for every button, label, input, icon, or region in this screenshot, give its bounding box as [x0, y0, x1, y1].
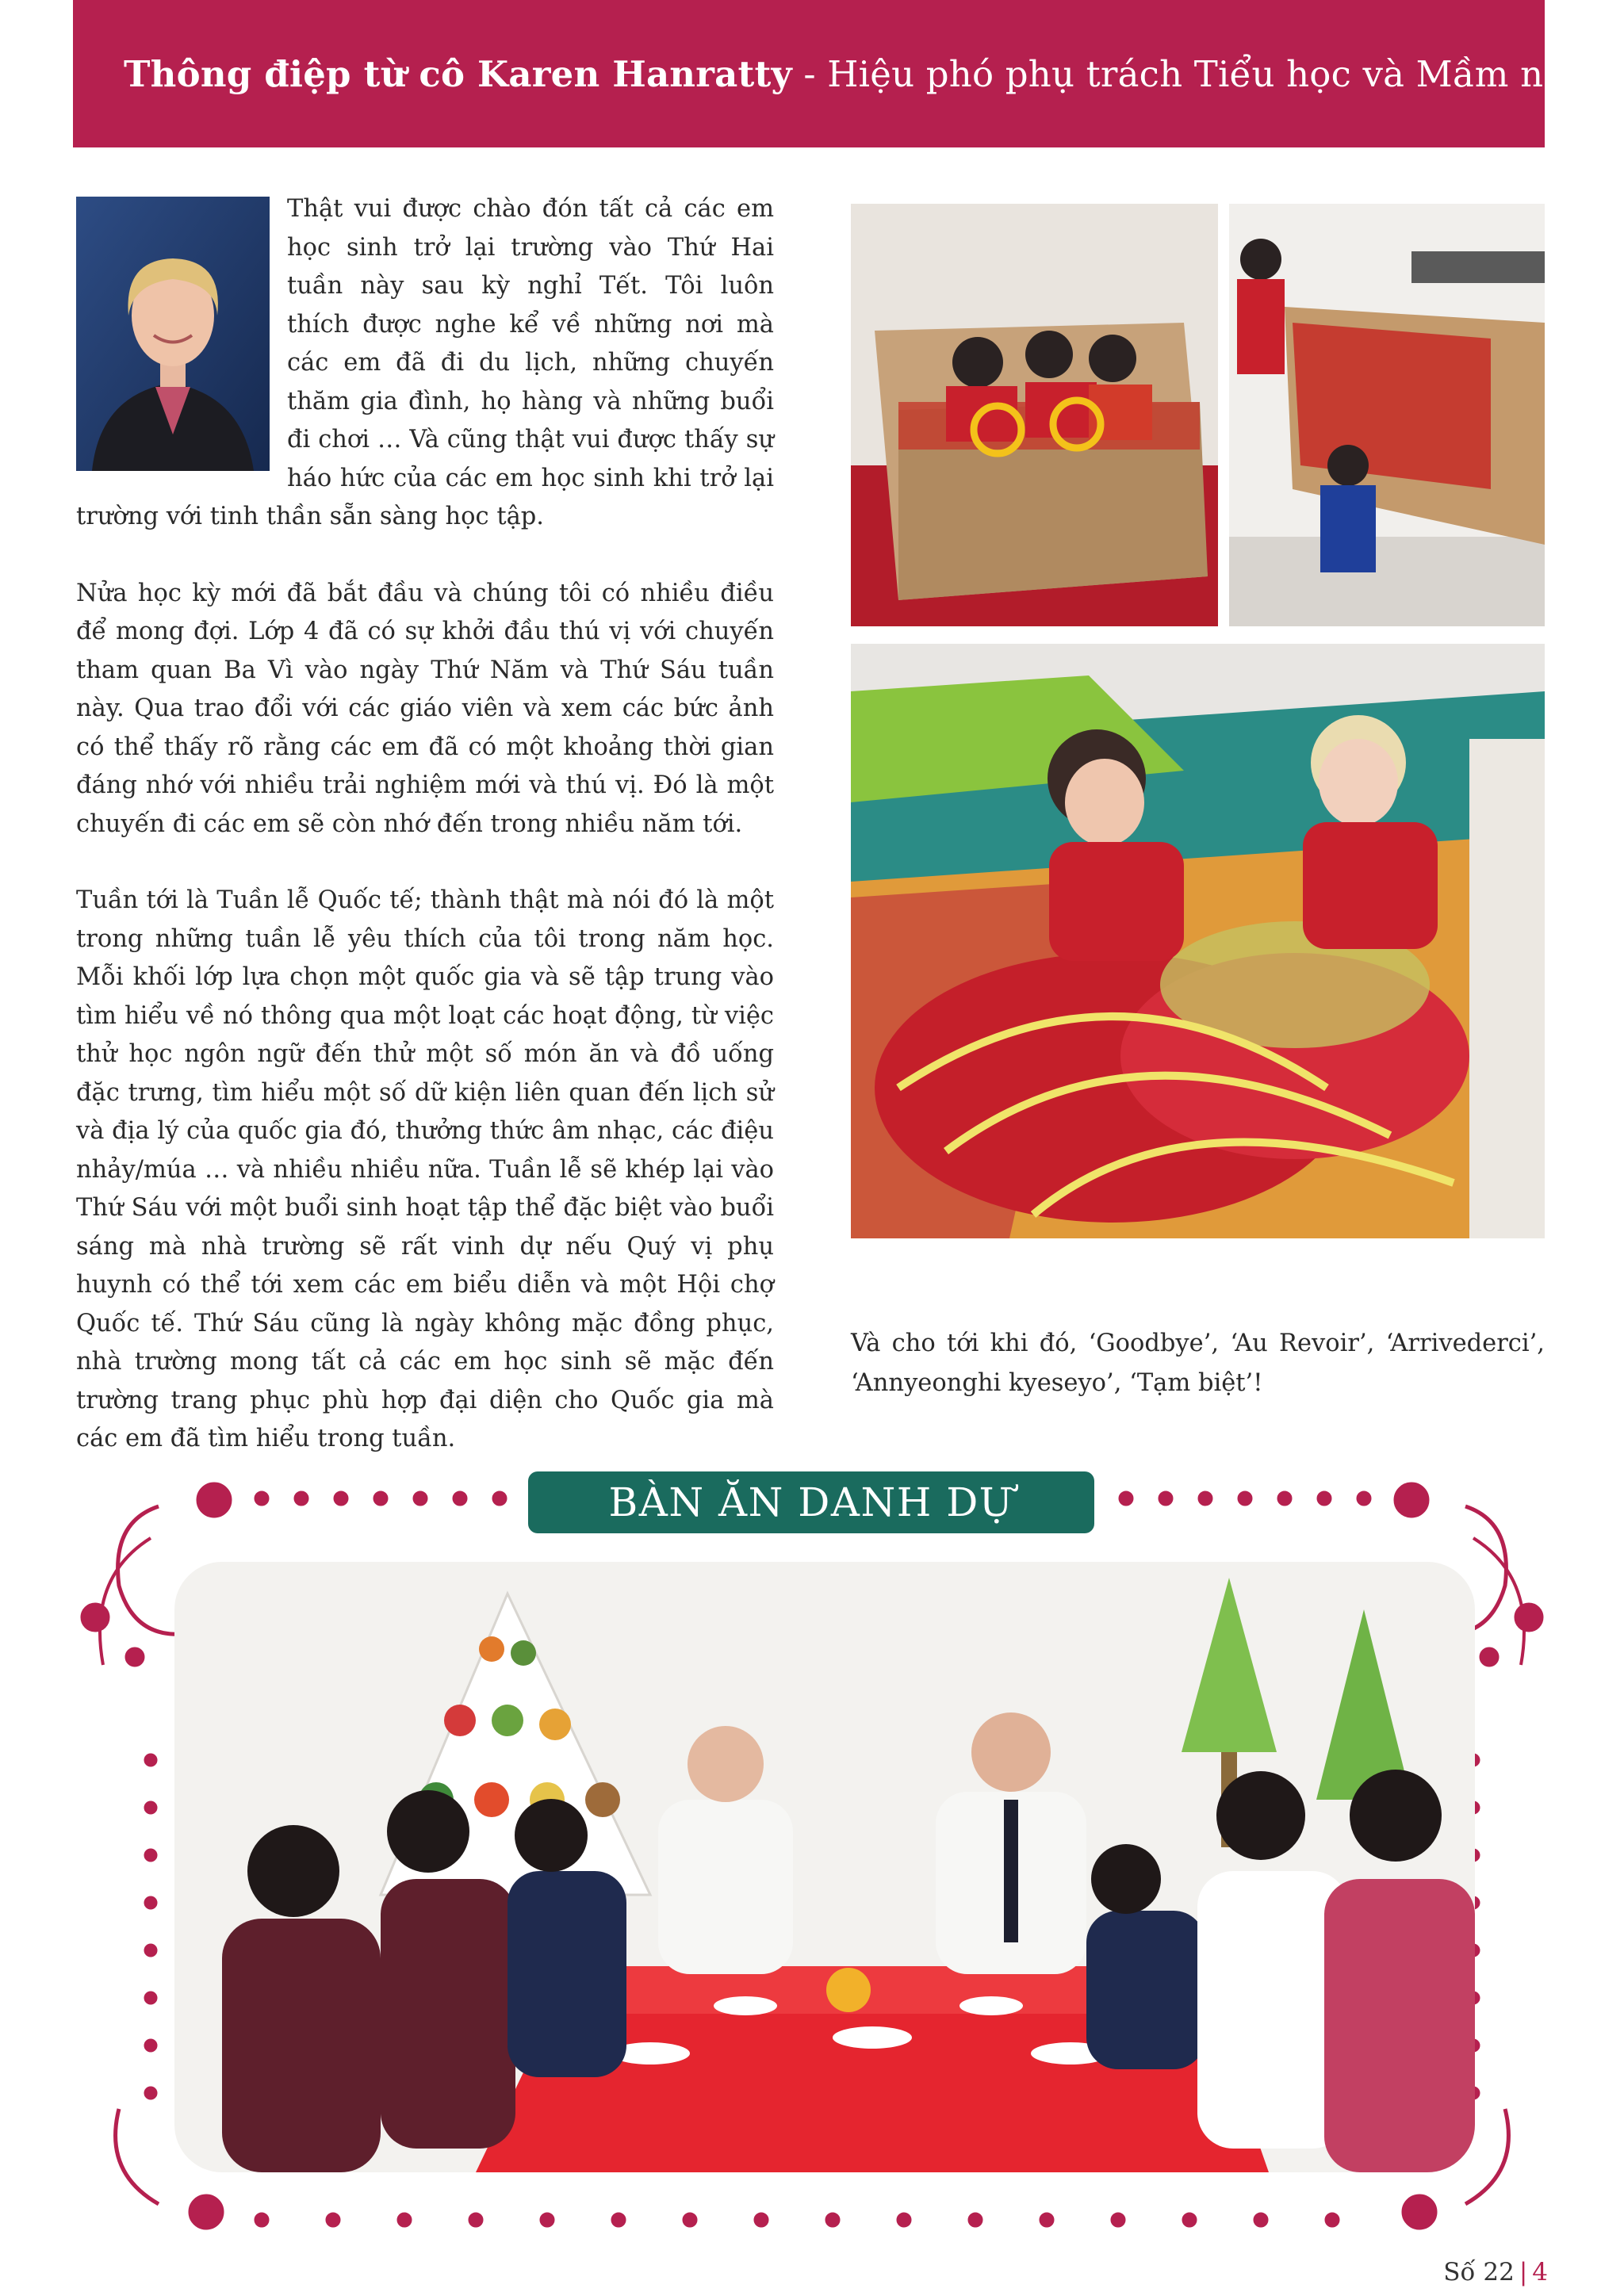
paragraph-3: Tuần tới là Tuần lễ Quốc tế; thành thật mà nói đó là một trong những tuần lễ yêu thích của tôi trong năm học. Mỗi khối lớp lựa chọn một quốc gia và sẽ tập trung vào tìm hiểu về nó thông qua một loạt các hoạt động, từ việc thử học ngôn ngữ đến thử một số món ăn và đồ uống đặc trưng, tìm hiểu một số dữ kiện liên quan đến lịch sử và địa lý của quốc gia đó, thưởng thức âm nhạc, các điệu nhảy/múa … và nhiều nhiều nữa. Tuần lễ sẽ khép lại vào Thứ Sáu với một buổi sinh hoạt tập thể đặc biệt vào buổi sáng mà nhà trường sẽ rất vinh dự nếu Quý vị phụ huynh có thể tới xem các em biểu diễn và một Hội chợ Quốc tế. Thứ Sáu cũng là ngày không mặc đồng phục, nhà trường mong tất cả các em học sinh sẽ mặc đến trường trang phục phù hợp đại diện cho Quốc gia mà các em đã tìm hiểu trong tuần. [76, 886, 774, 1452]
footer-separator: | [1519, 2258, 1528, 2286]
photo-kids-painting [1229, 204, 1545, 626]
section-title: BÀN ĂN DANH DỰ [608, 1479, 1014, 1525]
closing-paragraph: Và cho tới khi đó, ‘Goodbye’, ‘Au Revoir’, ‘Arrivederci’, ‘Annyeonghi kyeseyo’, ‘Tạm biệt’! [851, 1330, 1545, 1397]
photo-kids-play-tunnel [851, 644, 1545, 1238]
title-role: - Hiệu phó phụ trách Tiểu học và Mầm non [791, 52, 1588, 95]
paragraph-1: Thật vui được chào đón tất cả các em học sinh trở lại trường vào Thứ Hai tuần này sau kỳ nghỉ Tết. Tôi luôn thích được nghe kể về những nơi mà các em đã đi du lịch, những chuyến thăm gia đình, họ hàng và những buổi đi chơi … Và cũng thật vui được thấy sự háo hức của các em học sinh khi trở lại trường với tinh thần sẵn sàng học tập. [76, 195, 774, 530]
page-title [73, 53, 1588, 95]
page-footer [1443, 2258, 1548, 2286]
portrait-photo [76, 197, 270, 471]
flower-row-top-right [1119, 1491, 1371, 1506]
article-body [76, 190, 774, 1497]
title-author: Thông điệp từ cô Karen Hanratty [124, 52, 792, 95]
photo-kids-in-box [851, 204, 1218, 626]
page-number: 4 [1532, 2258, 1548, 2286]
issue-number: Số 22 [1443, 2258, 1515, 2286]
photo-honor-table [174, 1562, 1475, 2172]
page-header [73, 0, 1588, 147]
section-banner [528, 1471, 1094, 1533]
paragraph-2: Nửa học kỳ mới đã bắt đầu và chúng tôi có nhiều điều để mong đợi. Lớp 4 đã có sự khởi đầu thú vị với chuyến tham quan Ba Vì vào ngày Thứ Năm và Thứ Sáu tuần này. Qua trao đổi với các giáo viên và xem các bức ảnh có thể thấy rõ rằng các em đã có một khoảng thời gian đáng nhớ với nhiều trải nghiệm mới và thú vị. Đó là một chuyến đi các em sẽ còn nhớ đến trong nhiều năm tới. [76, 579, 774, 838]
